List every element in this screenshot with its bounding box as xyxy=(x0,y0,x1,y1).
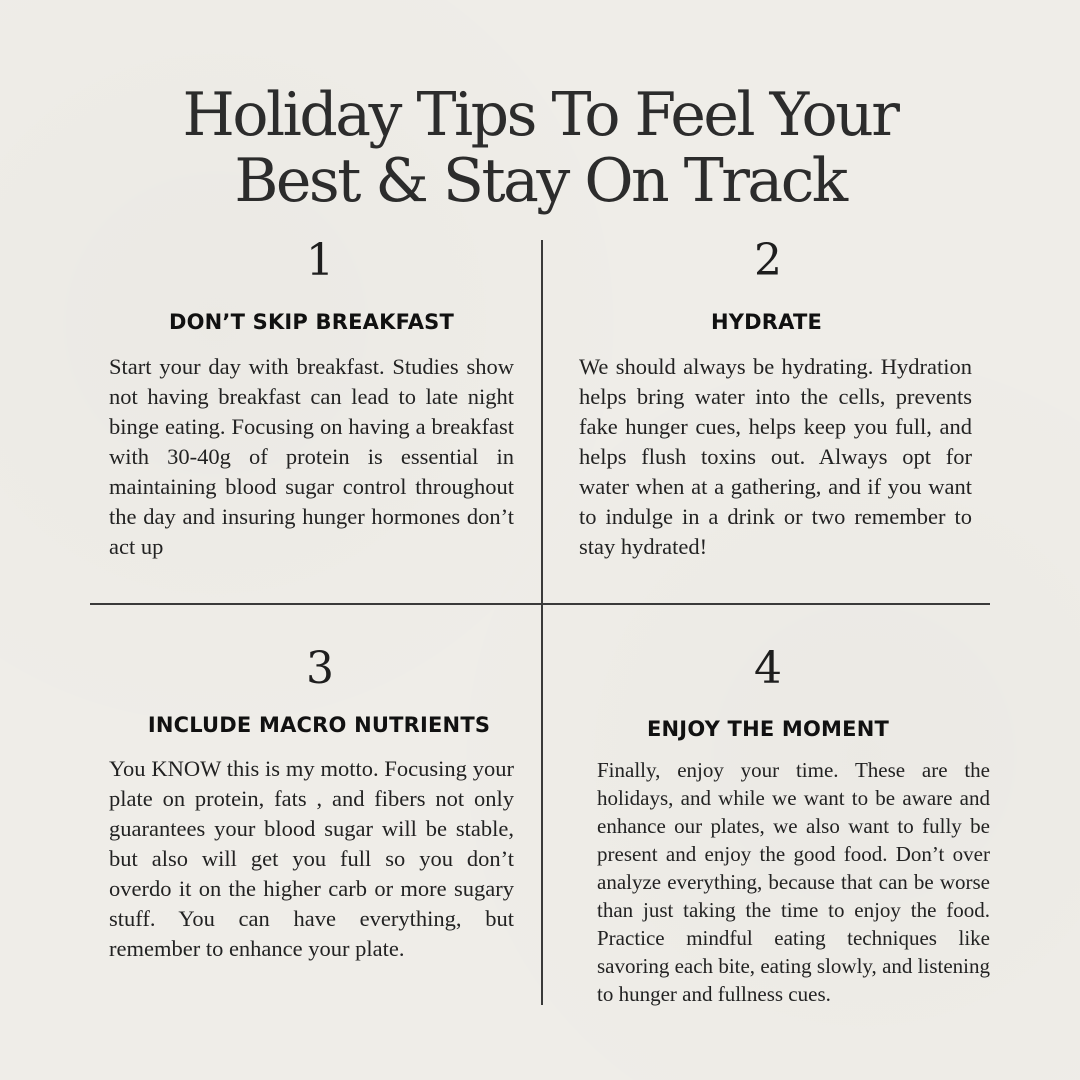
horizontal-divider xyxy=(90,603,990,605)
tip-1-text: Start your day with breakfast. Studies show not having breakfast can lead to late night binge eating. Focusing on having a breakfast with 30-40g of protein is essential in maintaining blood sugar control throughout the day and insuring hunger hormones don’t act up xyxy=(109,354,514,559)
tip-4-heading: ENJOY THE MOMENT xyxy=(646,717,889,741)
tip-3-text: You KNOW this is my motto. Focusing your plate on protein, fats , and fibers not only guarantees your blood sugar will be stable, but also will get you full so you don’t overdo it on the higher carb or more sugary stuff. You can have everything, but remember to enhance your plate. xyxy=(109,756,514,961)
tip-2-number: 2 xyxy=(754,235,782,286)
tip-1-number: 1 xyxy=(306,235,334,286)
tip-4-text: Finally, enjoy your time. These are the holidays, and while we want to be aware and enhance our plates, we also want to fully be present and enjoy the good food. Don’t over analyze everything, because that can be worse than just taking the time to enjoy the food. Practice mindful eating techniques like savoring each bite, eating slowly, and listening to hunger and fullness cues. xyxy=(597,758,990,1006)
tip-3-heading: INCLUDE MACRO NUTRIENTS xyxy=(147,713,491,737)
title-line-1: Holiday Tips To Feel Your xyxy=(182,80,898,150)
tip-1-heading: DON’T SKIP BREAKFAST xyxy=(168,310,455,334)
title-line-2: Best & Stay On Track xyxy=(234,146,846,216)
tip-4-number: 4 xyxy=(754,643,782,694)
tip-2-text: We should always be hydrating. Hydration helps bring water into the cells, prevents fake hunger cues, helps keep you full, and helps flush toxins out. Always opt for water when at a gathering, and if you want to indulge in a drink or two remember to stay hydrated! xyxy=(579,354,972,559)
vertical-divider xyxy=(541,240,543,1005)
tip-2-heading: HYDRATE xyxy=(710,310,823,334)
tip-3-number: 3 xyxy=(306,643,334,694)
page-title xyxy=(0,82,1080,214)
